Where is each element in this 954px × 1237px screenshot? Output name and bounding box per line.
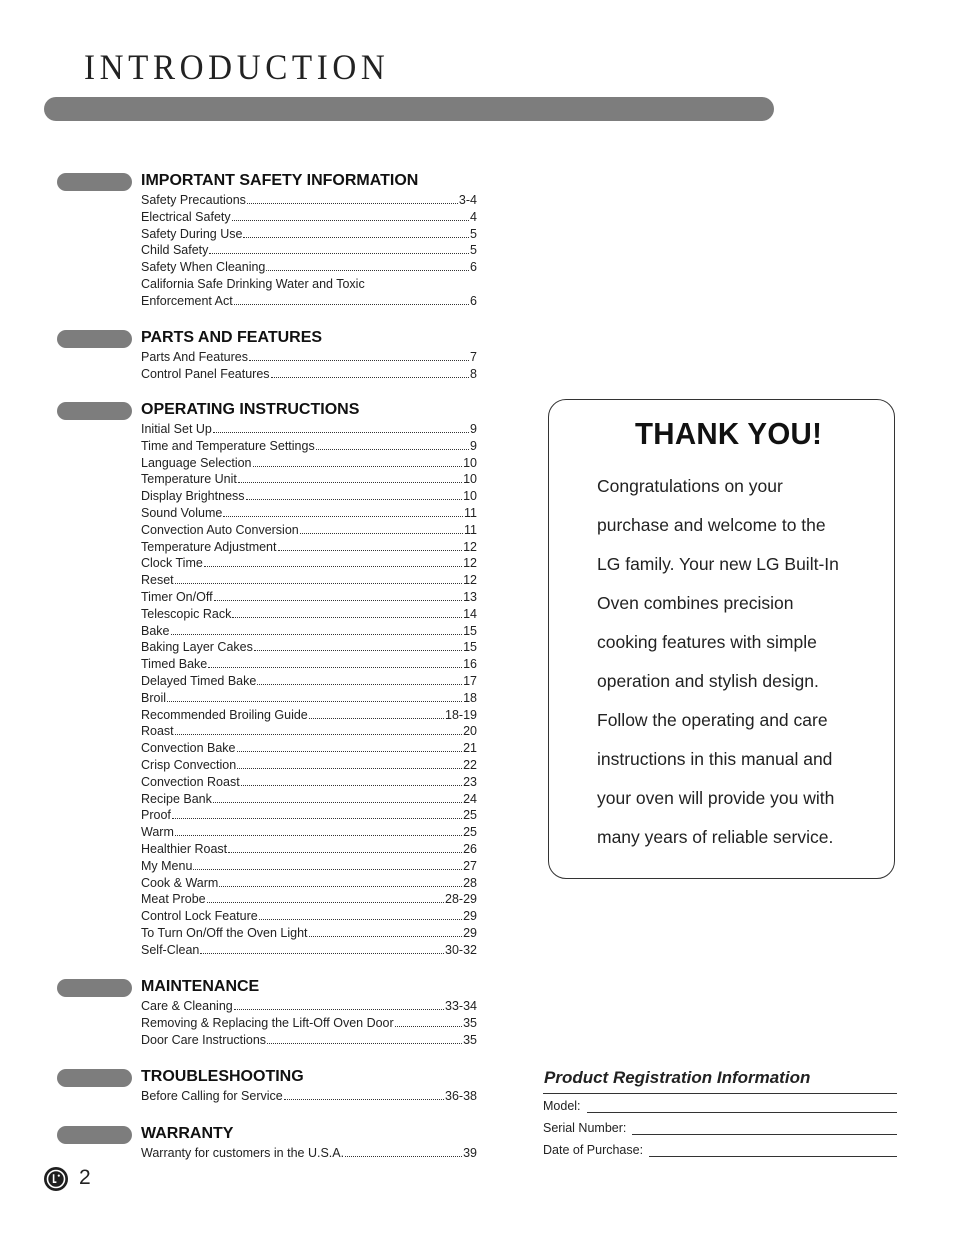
lg-logo-icon xyxy=(44,1167,68,1191)
toc-entry[interactable] xyxy=(141,293,477,310)
toc-entry-page: 11 xyxy=(464,505,477,520)
toc-entry-page: 17 xyxy=(463,673,477,688)
thank-you-line: purchase and welcome to the xyxy=(597,515,826,535)
toc-entry-label: Display Brightness xyxy=(141,489,245,504)
toc-entry-page: 25 xyxy=(463,808,477,823)
toc-entry[interactable] xyxy=(141,623,477,640)
toc-entry[interactable] xyxy=(141,757,477,774)
toc-entry-label: Meat Probe xyxy=(141,892,206,907)
registration-divider xyxy=(543,1093,897,1094)
toc-entry[interactable] xyxy=(141,572,477,589)
toc-entry-label: Self-Clean xyxy=(141,942,200,957)
toc-entry-page: 9 xyxy=(470,422,477,436)
toc-entry-page: 33-34 xyxy=(445,999,477,1013)
toc-entry[interactable] xyxy=(141,209,477,226)
toc-entry-page: 7 xyxy=(470,350,477,364)
toc-entry-page: 12 xyxy=(463,556,477,571)
dot-leader xyxy=(257,673,462,685)
toc-entry-page: 5 xyxy=(470,226,477,241)
toc-entry-page: 10 xyxy=(463,472,477,487)
toc-entry-label: Convection Roast xyxy=(141,774,240,789)
thank-you-line: instructions in this manual and xyxy=(597,749,833,769)
dot-leader xyxy=(309,925,463,937)
toc-entry[interactable] xyxy=(141,639,477,656)
toc-entry-page: 10 xyxy=(463,455,477,470)
thank-you-line: Oven combines precision xyxy=(597,593,794,613)
toc-entry[interactable] xyxy=(141,1088,477,1105)
toc-entry-label: Door Care Instructions xyxy=(141,1032,267,1047)
toc-entry[interactable] xyxy=(141,998,477,1015)
toc-entry[interactable] xyxy=(141,192,477,209)
dot-leader xyxy=(395,1015,462,1027)
dot-leader xyxy=(214,589,463,601)
toc-entry-page: 6 xyxy=(470,293,477,308)
toc-entry-page: 35 xyxy=(463,1032,477,1047)
toc-entry-label: Before Calling for Service xyxy=(141,1089,283,1103)
dot-leader xyxy=(175,723,462,735)
toc-entry[interactable] xyxy=(141,606,477,623)
toc-entry-label: Recipe Bank xyxy=(141,791,212,806)
toc-entry-label: Healthier Roast xyxy=(141,841,228,856)
dot-leader xyxy=(193,858,462,870)
dot-leader xyxy=(175,572,462,584)
toc-entry[interactable] xyxy=(141,488,477,505)
dot-leader xyxy=(228,841,462,853)
toc-entry-page: 25 xyxy=(463,825,477,840)
toc-entry[interactable] xyxy=(141,774,477,791)
section-marker-pill xyxy=(57,173,132,191)
dot-leader xyxy=(238,471,462,483)
toc-entries xyxy=(141,1088,477,1105)
serial-number-field[interactable] xyxy=(543,1121,897,1135)
toc-entry-page: 3-4 xyxy=(458,193,477,207)
toc-entry-label: Warm xyxy=(141,825,174,840)
toc-entry-page: 29 xyxy=(463,925,477,940)
toc-entry[interactable] xyxy=(141,891,477,908)
dot-leader xyxy=(278,539,463,551)
toc-entry-label: Proof xyxy=(141,808,171,823)
toc-entry-page: 21 xyxy=(463,741,477,756)
toc-entry[interactable] xyxy=(141,1145,477,1162)
model-line[interactable] xyxy=(587,1100,897,1113)
toc-entry[interactable] xyxy=(141,841,477,858)
toc-entry[interactable] xyxy=(141,349,477,366)
thank-you-message xyxy=(597,471,839,861)
toc-entry[interactable] xyxy=(141,908,477,925)
toc-entry-label: Crisp Convection xyxy=(141,757,237,772)
toc-entry[interactable] xyxy=(141,438,477,455)
toc-entry-page: 29 xyxy=(463,909,477,924)
toc-entry-page: 10 xyxy=(463,489,477,504)
model-field[interactable] xyxy=(543,1099,897,1113)
dot-leader xyxy=(271,366,470,378)
dot-leader xyxy=(209,242,469,254)
toc-entry[interactable] xyxy=(141,555,477,572)
section-title: WARRANTY xyxy=(141,1125,234,1142)
serial-number-line[interactable] xyxy=(632,1122,897,1135)
toc-entry-page: 16 xyxy=(463,657,477,672)
thank-you-line: Congratulations on your xyxy=(597,476,783,496)
toc-entry-label: Convection Bake xyxy=(141,741,236,756)
toc-entry-page: 6 xyxy=(470,260,477,275)
toc-entry-label: Enforcement Act xyxy=(141,293,233,308)
toc-entry-label: Warranty for customers in the U.S.A. xyxy=(141,1146,345,1160)
toc-entry-page: 11 xyxy=(464,522,477,537)
toc-entry-label: Delayed Timed Bake xyxy=(141,673,257,688)
toc-entry[interactable] xyxy=(141,226,477,243)
dot-leader xyxy=(284,1088,444,1100)
dot-leader xyxy=(232,209,469,221)
dot-leader xyxy=(200,942,444,954)
toc-entry-label: Parts And Features xyxy=(141,350,249,364)
toc-entry-label: California Safe Drinking Water and Toxic xyxy=(141,276,365,291)
section-title: OPERATING INSTRUCTIONS xyxy=(141,401,360,418)
toc-entry[interactable] xyxy=(141,740,477,757)
toc-entry-page: 12 xyxy=(463,539,477,554)
dot-leader xyxy=(223,505,463,517)
dot-leader xyxy=(219,875,462,887)
thank-you-line: many years of reliable service. xyxy=(597,827,834,847)
toc-entry-label: Safety During Use xyxy=(141,226,243,241)
toc-entry[interactable] xyxy=(141,366,477,383)
toc-entry-label: Control Panel Features xyxy=(141,366,270,381)
dot-leader xyxy=(175,824,462,836)
toc-entry[interactable] xyxy=(141,858,477,875)
toc-entry-page: 28 xyxy=(463,875,477,890)
dot-leader xyxy=(309,707,444,719)
dot-leader xyxy=(171,623,463,635)
dot-leader xyxy=(300,522,463,534)
toc-entry[interactable] xyxy=(141,1015,477,1032)
toc-entry-page: 28-29 xyxy=(445,892,477,907)
toc-entry-label: Clock Time xyxy=(141,556,203,571)
toc-entry[interactable] xyxy=(141,707,477,724)
section-marker-pill xyxy=(57,1126,132,1144)
dot-leader xyxy=(167,690,462,702)
toc-entry[interactable] xyxy=(141,421,477,438)
toc-entry-page: 22 xyxy=(463,757,477,772)
date-of-purchase-line[interactable] xyxy=(649,1144,897,1157)
dot-leader xyxy=(345,1145,462,1157)
page-title: INTRODUCTION xyxy=(84,47,390,87)
toc-entry-label: Temperature Unit xyxy=(141,472,237,487)
section-title: MAINTENANCE xyxy=(141,978,260,995)
dot-leader xyxy=(237,740,463,752)
toc-entry-label: Reset xyxy=(141,573,174,588)
dot-leader xyxy=(253,455,463,467)
toc-entry-label: Cook & Warm xyxy=(141,875,219,890)
section-title: IMPORTANT SAFETY INFORMATION xyxy=(141,172,419,189)
date-of-purchase-field[interactable] xyxy=(543,1143,897,1157)
dot-leader xyxy=(243,226,469,238)
toc-entry-label: Electrical Safety xyxy=(141,209,231,224)
toc-entry-label: Sound Volume xyxy=(141,505,223,520)
toc-entry[interactable] xyxy=(141,690,477,707)
toc-entry-label: Time and Temperature Settings xyxy=(141,438,315,453)
toc-entry-label: Safety When Cleaning xyxy=(141,260,266,275)
toc-entry-page: 14 xyxy=(463,606,477,621)
thank-you-box xyxy=(548,399,895,879)
toc-entry-page: 4 xyxy=(470,209,477,224)
toc-entry-label: Timer On/Off xyxy=(141,589,213,604)
toc-entry[interactable] xyxy=(141,925,477,942)
toc-entries xyxy=(141,349,477,383)
dot-leader xyxy=(246,488,463,500)
section-marker-pill xyxy=(57,1069,132,1087)
toc-entry[interactable] xyxy=(141,522,477,539)
date-of-purchase-label: Date of Purchase: xyxy=(543,1143,644,1157)
toc-entry-label: Child Safety xyxy=(141,243,209,258)
toc-entry-page: 26 xyxy=(463,841,477,856)
dot-leader xyxy=(237,757,462,769)
section-marker-pill xyxy=(57,979,132,997)
toc-entry-label: Baking Layer Cakes xyxy=(141,640,253,655)
toc-entry-page: 36-38 xyxy=(445,1089,477,1103)
toc-entry-label: Control Lock Feature xyxy=(141,909,258,924)
dot-leader xyxy=(204,555,462,567)
toc-entry-label: Broil xyxy=(141,690,167,705)
toc-entry-page: 15 xyxy=(463,623,477,638)
section-marker-pill xyxy=(57,402,132,420)
toc-entry-label: Safety Precautions xyxy=(141,193,246,207)
toc-entry-page: 5 xyxy=(470,243,477,258)
toc-entry-label: Convection Auto Conversion xyxy=(141,522,299,537)
section-title: PARTS AND FEATURES xyxy=(141,329,323,346)
page-number: 2 xyxy=(79,1166,91,1189)
toc-entry-page: 35 xyxy=(463,1015,477,1030)
toc-entries xyxy=(141,998,477,1048)
dot-leader xyxy=(213,791,462,803)
dot-leader xyxy=(316,438,469,450)
toc-entry-label: Care & Cleaning xyxy=(141,999,233,1013)
toc-entry-label: Timed Bake xyxy=(141,657,208,672)
toc-entry-page: 13 xyxy=(463,589,477,604)
dot-leader xyxy=(266,259,469,271)
toc-entry[interactable] xyxy=(141,723,477,740)
thank-you-title: THANK YOU! xyxy=(635,416,823,451)
dot-leader xyxy=(241,774,462,786)
thank-you-line: cooking features with simple xyxy=(597,632,817,652)
toc-entry-label: Recommended Broiling Guide xyxy=(141,707,308,722)
dot-leader xyxy=(172,807,462,819)
toc-entry[interactable] xyxy=(141,276,477,293)
toc-entry-page: 20 xyxy=(463,724,477,739)
toc-entry[interactable] xyxy=(141,455,477,472)
toc-entry[interactable] xyxy=(141,656,477,673)
toc-entry[interactable] xyxy=(141,875,477,892)
section-title: TROUBLESHOOTING xyxy=(141,1068,304,1085)
toc-entry-label: My Menu xyxy=(141,858,193,873)
dot-leader xyxy=(259,908,462,920)
dot-leader xyxy=(234,293,469,305)
serial-number-label: Serial Number: xyxy=(543,1121,627,1135)
dot-leader xyxy=(232,606,462,618)
section-marker-pill xyxy=(57,330,132,348)
toc-entry-label: Bake xyxy=(141,623,170,638)
toc-entry-page: 18 xyxy=(463,690,477,705)
toc-entry-page: 24 xyxy=(463,791,477,806)
toc-entry[interactable] xyxy=(141,673,477,690)
toc-entry[interactable] xyxy=(141,539,477,556)
thank-you-line: your oven will provide you with xyxy=(597,788,835,808)
toc-entries xyxy=(141,192,477,310)
dot-leader xyxy=(249,349,469,361)
toc-entry[interactable] xyxy=(141,807,477,824)
toc-entry-label: Roast xyxy=(141,724,174,739)
toc-entry-page: 8 xyxy=(470,366,477,381)
toc-entry-label: Removing & Replacing the Lift-Off Oven Door xyxy=(141,1015,394,1030)
toc-entry-page: 15 xyxy=(463,640,477,655)
thank-you-line: Follow the operating and care xyxy=(597,710,828,730)
toc-entry[interactable] xyxy=(141,791,477,808)
dot-leader xyxy=(213,421,469,433)
dot-leader xyxy=(207,891,444,903)
toc-entry[interactable] xyxy=(141,242,477,259)
model-label: Model: xyxy=(543,1099,581,1113)
toc-entry-page: 39 xyxy=(463,1146,477,1160)
toc-entry[interactable] xyxy=(141,259,477,276)
dot-leader xyxy=(247,192,458,204)
title-bar xyxy=(44,97,774,121)
toc-entry[interactable] xyxy=(141,1032,477,1049)
dot-leader xyxy=(234,998,444,1010)
toc-entry-page: 27 xyxy=(463,858,477,873)
dot-leader xyxy=(267,1032,462,1044)
toc-entry[interactable] xyxy=(141,471,477,488)
toc-entry[interactable] xyxy=(141,942,477,959)
toc-entry-label: To Turn On/Off the Oven Light xyxy=(141,925,308,940)
toc-entries xyxy=(141,1145,477,1162)
toc-entry-label: Temperature Adjustment xyxy=(141,539,277,554)
toc-entry[interactable] xyxy=(141,505,477,522)
thank-you-line: LG family. Your new LG Built-In xyxy=(597,554,839,574)
toc-entry-page: 9 xyxy=(470,438,477,453)
dot-leader xyxy=(208,656,462,668)
thank-you-line: operation and stylish design. xyxy=(597,671,819,691)
toc-entry-page: 18-19 xyxy=(445,707,477,722)
toc-entry-page: 30-32 xyxy=(445,942,477,957)
toc-entry-label: Initial Set Up xyxy=(141,422,212,436)
registration-title: Product Registration Information xyxy=(544,1068,811,1087)
toc-entry-label: Language Selection xyxy=(141,455,252,470)
dot-leader xyxy=(254,639,462,651)
toc-entry-page: 12 xyxy=(463,573,477,588)
toc-entry[interactable] xyxy=(141,824,477,841)
toc-entry-label: Telescopic Rack xyxy=(141,606,232,621)
toc-entries xyxy=(141,421,477,959)
toc-entry-page: 23 xyxy=(463,774,477,789)
toc-entry[interactable] xyxy=(141,589,477,606)
